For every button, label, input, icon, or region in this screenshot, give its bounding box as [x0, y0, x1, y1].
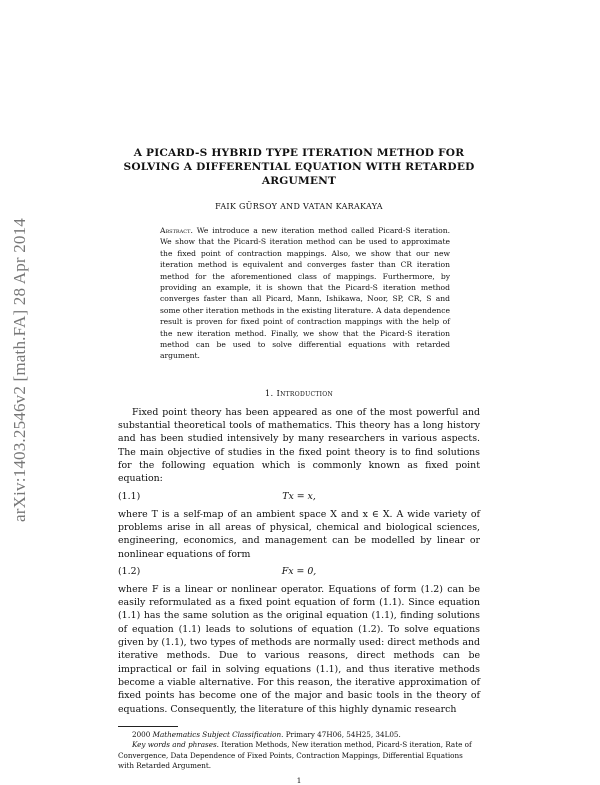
page-number: 1 [296, 776, 302, 785]
equation-1-1 [118, 486, 480, 508]
footnote-msc-text: Primary 47H06, 54H25, 34L05. [285, 729, 401, 739]
equation-1-2 [118, 561, 480, 583]
footnote-keywords-label: Key words and phrases. [132, 740, 219, 750]
paper-authors: FAIK GÜRSOY AND VATAN KARAKAYA [215, 202, 383, 211]
footnotes [118, 730, 480, 772]
footnote-msc-label: Mathematics Subject Classification. [152, 729, 284, 739]
abstract-text: We introduce a new iteration method called Picard-S iteration. We show that the Picard-S iteration method can be used to approximate the fixed point of contraction mappings. Also, we show that our new iteration method is equivalent and converges faster than CR iteration method for the aforementioned class of mappings. Furthermore, by providing an example, it is shown that the Picard-S iteration method converges faster than all Picard, Mann, Ishikawa, Noor, SP, CR, S and some other iteration methods in the existing literature. A data dependence result is proven for fixed point of contraction mappings with the help of the new iteration method. Finally, we show that the Picard-S iteration method can be used to solve differential equations with retarded argument. [160, 226, 450, 361]
footnote-msc [118, 730, 480, 740]
title-line-2: SOLVING A DIFFERENTIAL EQUATION WITH RETARDED [123, 161, 475, 173]
equation-body: Tx = x, [282, 490, 316, 502]
arxiv-identifier-stamp [8, 180, 32, 560]
title-line-1: A PICARD-S HYBRID TYPE ITERATION METHOD FOR [133, 147, 465, 159]
paper-title [118, 146, 480, 188]
footnote-keywords-text: Iteration Methods, New iteration method, Picard-S iteration, Rate of Convergence, Data Dependence of Fixed Points, Contraction Mappings, Differential Equations with Retarded Argument. [118, 740, 472, 771]
paragraph-1: Fixed point theory has been appeared as one of the most powerful and substantial theoretical tools of mathematics. This theory has a long history and has been studied intensively by many researchers in various aspects. The main objective of studies in the fixed point theory is to find solutions for the following equation which is commonly known as fixed point equation: [118, 406, 480, 485]
equation-body: Fx = 0, [281, 565, 317, 577]
equation-number: (1.1) [118, 490, 141, 502]
section-heading-introduction: 1. Introduction [264, 387, 334, 398]
equation-number: (1.2) [118, 565, 141, 577]
paragraph-3: where F is a linear or nonlinear operator. Equations of form (1.2) can be easily reformulated as a fixed point equation of form (1.1). Since equation (1.1) has the same solution as the original equation (1.1), finding solutions of equation (1.1) leads to solutions of equation (1.2). To solve equations given by (1.1), two types of methods are normally used: direct methods and iterative methods. Due to various reasons, direct methods can be impractical or fail in solving equations (1.1), and thus iterative methods become a viable alternative. For this reason, the iterative approximation of fixed points has become one of the major and basic tools in the theory of equations. Consequently, the literature of this highly dynamic research [118, 583, 480, 715]
title-line-3: ARGUMENT [261, 175, 337, 187]
footnote-keywords [118, 740, 480, 771]
footnote-msc-prefix: 2000 [132, 729, 151, 739]
body-text [118, 406, 480, 716]
abstract-label: Abstract. [160, 226, 193, 235]
arxiv-id-text: arXiv:1403.2546v2 [math.FA] 28 Apr 2014 [10, 217, 29, 523]
footnote-divider [118, 726, 178, 727]
paper-page [118, 146, 480, 785]
abstract [160, 225, 450, 362]
paragraph-2: where T is a self-map of an ambient space X and x ∈ X. A wide variety of problems arise in all areas of physical, chemical and biological sciences, engineering, economics, and management can be modelled by linear or nonlinear equations of form [118, 508, 480, 560]
